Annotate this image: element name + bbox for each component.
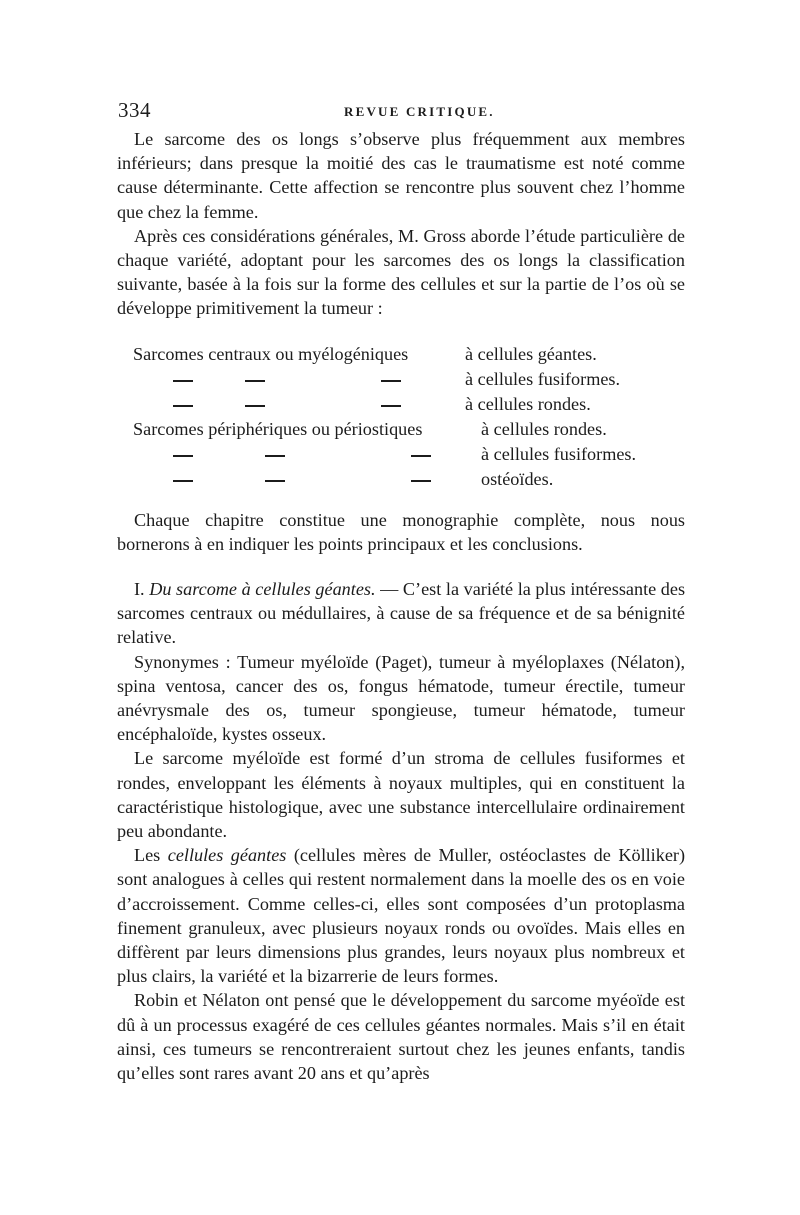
paragraph: Synonymes : Tumeur myéloïde (Paget), tumeur à myéloplaxes (Nélaton), spina ventosa, cancer des os, fongus hématode, tumeur érectile, tumeur anévrysmale des os, tumeur spongieuse, tumeur hématode, tumeur encéphaloïde, kystes osseux.	[117, 651, 685, 745]
ditto-mark	[265, 480, 285, 482]
paragraph: Robin et Nélaton ont pensé que le développement du sarcome myéoïde est dû à un processus exagéré de ces cellules géantes normales. Mais s’il en était ainsi, ces tumeurs se rencontreraient surtout chez les jeunes enfants, tandis qu’elles sont rares avant 20 ans et qu’après	[117, 990, 685, 1084]
ditto-mark	[411, 480, 431, 482]
paragraph: Chaque chapitre constitue une monographie complète, nous nous bornerons à en indiquer les points principaux et les conclusions.	[117, 510, 685, 555]
ditto-mark	[381, 380, 401, 382]
section-intro	[117, 577, 685, 650]
running-title: REVUE CRITIQUE.	[344, 104, 495, 119]
section-lead: — C’est la variété la plus intéressante des sarcomes centraux ou médullaires, à cause de sa fréquence et de sa bénignité relative.	[117, 579, 686, 648]
page-number: 334	[118, 98, 151, 122]
ditto-mark	[173, 405, 193, 407]
ditto-mark	[381, 405, 401, 407]
giant-cells-lead: Les	[134, 845, 161, 866]
type-label: à cellules géantes.	[465, 344, 597, 364]
page-header	[118, 98, 688, 122]
classification-table	[133, 344, 693, 494]
peripheral-label: Sarcomes périphériques ou périostiques	[133, 419, 423, 439]
paragraph: Après ces considérations générales, M. Gross aborde l’étude particulière de chaque variété, adoptant pour les sarcomes des os longs la classification suivante, basée à la fois sur la forme des cellules et sur la partie de l’os où se développe primitivement la tumeur :	[117, 225, 685, 319]
giant-cells-paragraph	[117, 843, 685, 988]
ditto-mark	[265, 455, 285, 457]
transition-block	[117, 508, 685, 556]
intro-block	[117, 127, 685, 321]
type-label: à cellules rondes.	[465, 394, 591, 414]
paragraph: Le sarcome myéloïde est formé d’un stroma de cellules fusiformes et rondes, enveloppant les éléments à noyaux multiples, qui en constituent la caractéristique histologique, avec une substance intercellulaire ordinairement peu abondante.	[117, 748, 685, 842]
ditto-mark	[173, 480, 193, 482]
type-label: à cellules fusiformes.	[465, 369, 621, 389]
ditto-mark	[173, 455, 193, 457]
type-label: à cellules fusiformes.	[481, 444, 637, 464]
central-label: Sarcomes centraux ou myélogéniques	[133, 344, 409, 364]
giant-cells-text: (cellules mères de Muller, ostéoclastes de Kölliker) sont analogues à celles qui restent normalement dans la moelle des os en voie d’accroissement. Comme celles-ci, elles sont composées d’un protoplasma finement granuleux, avec plusieurs noyaux ronds ou ovoïdes. Mais elles en diffèrent par leurs dimensions plus grandes, leurs noyaux plus nombreux et plus clairs, la variété et la bizarrerie de leurs formes.	[117, 845, 686, 987]
giant-cells-term: cellules géantes	[167, 845, 287, 866]
ditto-mark	[245, 380, 265, 382]
section-title: Du sarcome à cellules géantes.	[149, 579, 376, 599]
type-label: ostéoïdes.	[481, 469, 554, 489]
paragraph: Le sarcome des os longs s’observe plus fréquemment aux membres inférieurs; dans presque la moitié des cas le traumatisme est noté comme cause déterminante. Cette affection se rencontre plus souvent chez l’homme que chez la femme.	[117, 129, 685, 222]
section-block	[117, 577, 685, 1085]
type-label: à cellules rondes.	[481, 419, 607, 439]
ditto-mark	[411, 455, 431, 457]
ditto-mark	[245, 405, 265, 407]
section-number: I.	[134, 579, 145, 599]
ditto-mark	[173, 380, 193, 382]
